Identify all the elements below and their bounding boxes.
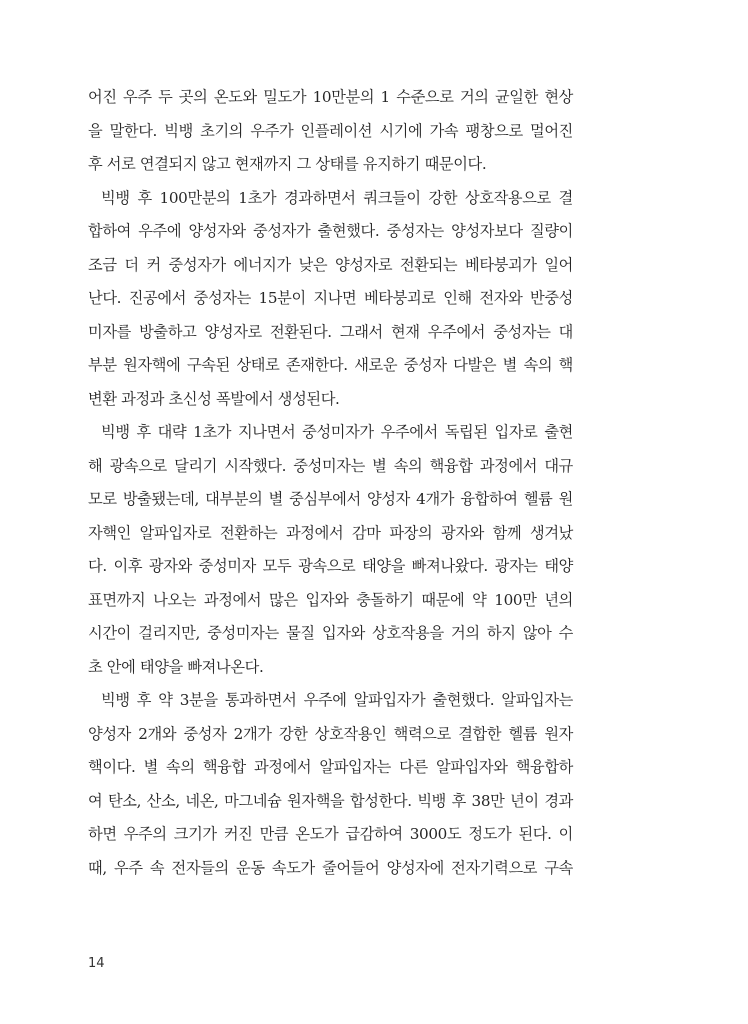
text-line: 미자를 방출하고 양성자로 전환된다. 그래서 현재 우주에서 중성자는 대 [88,322,573,341]
text-line: 변환 과정과 초신성 폭발에서 생성된다. [88,389,340,408]
text-line: 빅뱅 후 100만분의 1초가 경과하면서 쿼크들이 강한 상호작용으로 결 [101,188,573,207]
text-line: 양성자 2개와 중성자 2개가 강한 상호작용인 핵력으로 결합한 헬륨 원자 [88,724,573,743]
text-line: 빅뱅 후 대략 1초가 지나면서 중성미자가 우주에서 독립된 입자로 출현 [101,423,573,441]
text-line: 후 서로 연결되지 않고 현재까지 그 상태를 유지하기 때문이다. [88,155,487,173]
text-line: 난다. 진공에서 중성자는 15분이 지나면 베타붕괴로 인해 전자와 반중성 [88,289,573,307]
page-number: 14 [88,956,105,971]
text-line: 모로 방출됐는데, 대부분의 별 중심부에서 양성자 4개가 융합하여 헬륨 원 [88,490,573,508]
text-line: 하면 우주의 크기가 커진 만큼 온도가 급감하여 3000도 정도가 된다. 이 [88,825,573,843]
text-line: 조금 더 커 중성자가 에너지가 낮은 양성자로 전환되는 베타붕괴가 일어 [88,255,573,274]
text-line: 을 말한다. 빅뱅 초기의 우주가 인플레이션 시기에 가속 팽창으로 멀어진 [88,121,573,140]
text-line: 자핵인 알파입자로 전환하는 과정에서 감마 파장의 광자와 함께 생겨났 [88,523,573,542]
text-line: 핵이다. 별 속의 핵융합 과정에서 알파입자는 다른 알파입자와 핵융합하 [88,758,573,776]
text-line: 여 탄소, 산소, 네온, 마그네슘 원자핵을 합성한다. 빅뱅 후 38만 년이 경과 [88,791,573,810]
text-line: 초 안에 태양을 빠져나온다. [88,657,264,676]
body-text [88,81,573,885]
text-line: 다. 이후 광자와 중성미자 모두 광속으로 태양을 빠져나왔다. 광자는 태양 [88,557,573,575]
text-line: 때, 우주 속 전자들의 운동 속도가 줄어들어 양성자에 전자기력으로 구속 [88,858,573,877]
text-line: 시간이 걸리지만, 중성미자는 물질 입자와 상호작용을 거의 하지 않아 수 [88,624,573,642]
text-line: 빅뱅 후 약 3분을 통과하면서 우주에 알파입자가 출현했다. 알파입자는 [101,691,573,709]
text-line: 부분 원자핵에 구속된 상태로 존재한다. 새로운 중성자 다발은 별 속의 핵 [88,356,573,374]
text-line: 어진 우주 두 곳의 온도와 밀도가 10만분의 1 수준으로 거의 균일한 현상 [88,88,573,106]
text-line: 합하여 우주에 양성자와 중성자가 출현했다. 중성자는 양성자보다 질량이 [88,222,573,240]
text-line: 해 광속으로 달리기 시작했다. 중성미자는 별 속의 핵융합 과정에서 대규 [88,456,573,475]
text-line: 표면까지 나오는 과정에서 많은 입자와 충돌하기 때문에 약 100만 년의 [88,590,573,609]
